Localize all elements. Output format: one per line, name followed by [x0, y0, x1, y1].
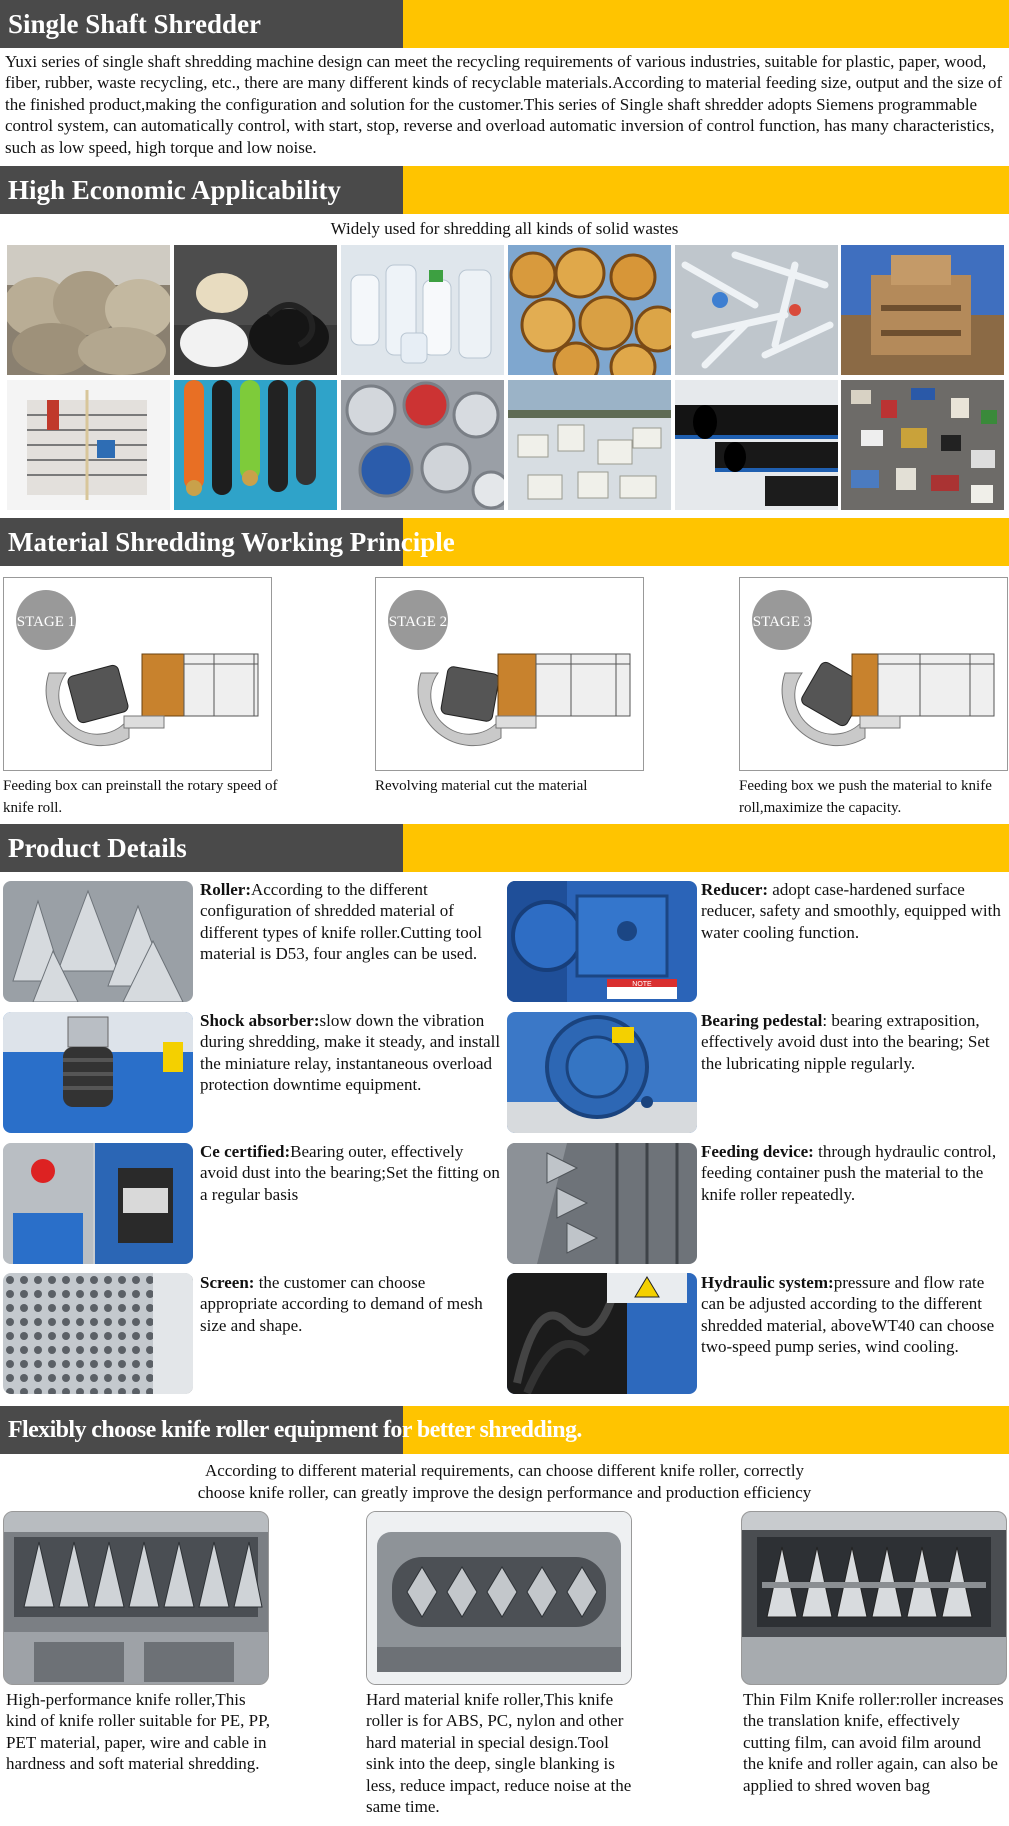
intro-paragraph: Yuxi series of single shaft shredding machine design can meet the recycling requirements of various industries, suitable for plastic, paper, wood, fiber, rubber, waste recycling, etc., there are many different kinds of recyclable materials.According to material feeding size, output and the size of the finished product,making the configuration and solution for the customer.This series of Single shaft shredder adopts Siemens programmable control system, can automatically control, with start, stop, reverse and overload automatic inversion of control function, has many characteristics, such as low speed, high torque and low noise.: [5, 52, 1003, 157]
detail-reducer: [701, 879, 1003, 943]
detail-roller: [200, 879, 510, 965]
photo-wood-logs: [508, 245, 671, 375]
section-title: Single Shaft Shredder: [8, 9, 262, 39]
note-label: NOTE: [632, 981, 652, 988]
stage-badge-label: STAGE 3: [752, 614, 812, 630]
detail-feeding-device: [701, 1141, 1003, 1205]
thin-film-roller-image: [741, 1511, 1007, 1685]
photo-plastic-scrap: [508, 380, 671, 510]
detail-bearing-pedestal: [701, 1010, 1003, 1074]
stage-3-diagram: [739, 577, 1008, 771]
detail-title: Bearing pedestal: [701, 1011, 823, 1030]
stage-1-diagram: [3, 577, 272, 771]
hydraulic-system-image: [507, 1273, 697, 1394]
detail-body: According to the different configuration of shredded material of different types of knife roller.Cutting tool material is D53, four angles can be used.: [200, 880, 483, 964]
knife-roller-intro-line-2: choose knife roller, can greatly improve the design performance and production efficiency: [197, 1483, 812, 1502]
section-banner-working-principle: [0, 518, 1009, 566]
applicability-caption: Widely used for shredding all kinds of solid wastes: [330, 219, 679, 238]
hard-material-roller-caption: Hard material knife roller,This knife roller is for ABS, PC, nylon and other hard material in special design.Tool sink into the deep, single blanking is less, reduce impact, reduce noise at the same time.: [366, 1690, 632, 1817]
photo-mixed-waste: [841, 380, 1004, 510]
section-title: Product Details: [8, 833, 187, 863]
detail-body: the customer can choose appropriate according to demand of mesh size and shape.: [200, 1273, 483, 1335]
detail-screen: [200, 1272, 500, 1336]
section-title: High Economic Applicability: [8, 175, 342, 205]
photo-fiber-bales: [7, 245, 170, 375]
section-title: Material Shredding Working Principle: [8, 527, 455, 557]
section-banner-knife-roller: [0, 1406, 1009, 1454]
detail-body: slow down the vibration during shredding, make it steady, and install the miniature relay, instantaneous overload protection downtime equipment.: [200, 1011, 501, 1095]
photo-plastic-bottles: [341, 245, 504, 375]
stage-2-caption: Revolving material cut the material: [375, 778, 588, 794]
detail-hydraulic-system: [701, 1272, 1003, 1358]
photo-medical-syringes: [675, 245, 838, 375]
thin-film-roller-caption: Thin Film Knife roller:roller increases the translation knife, effectively cutting film, can avoid film around the knife and roller again, can also be applied to shred woven bag: [743, 1690, 1004, 1795]
photo-newspaper-stack: [7, 380, 170, 510]
detail-title: Screen:: [200, 1273, 255, 1292]
feeding-device-image: [507, 1143, 697, 1264]
roller-image: [3, 881, 193, 1002]
photo-electric-cables: [174, 380, 337, 510]
high-performance-roller-image: [3, 1511, 269, 1685]
shock-absorber-image: [3, 1012, 193, 1133]
detail-title: Shock absorber:: [200, 1011, 320, 1030]
detail-body: : bearing extraposition, effectively avoid dust into the bearing; Set the lubricating nipple regularly.: [701, 1011, 990, 1073]
section-banner-high-economic-applicability: [0, 166, 1009, 214]
stage-1-caption: Feeding box can preinstall the rotary speed of knife roll.: [3, 778, 278, 816]
stage-2-diagram: [375, 577, 644, 771]
section-title: Flexibly choose knife roller equipment for better shredding.: [8, 1417, 582, 1443]
screen-image: [3, 1273, 193, 1394]
section-banner-single-shaft-shredder: [0, 0, 1009, 48]
detail-title: Ce certified:: [200, 1142, 291, 1161]
detail-title: Feeding device:: [701, 1142, 814, 1161]
detail-shock-absorber: [200, 1010, 505, 1096]
detail-title: Reducer:: [701, 880, 769, 899]
section-banner-product-details: [0, 824, 1009, 872]
stage-3-caption: Feeding box we push the material to knife roll,maximize the capacity.: [739, 778, 992, 816]
detail-body: through hydraulic control, feeding container push the material to the knife roller repeatedly.: [701, 1142, 997, 1204]
photo-cardboard-bales: [841, 245, 1004, 375]
detail-body: Bearing outer, effectively avoid dust into the bearing;Set the fitting on a regular basis: [200, 1142, 500, 1204]
detail-ce-certified: [200, 1141, 505, 1205]
photo-hdpe-pipes: [675, 380, 838, 510]
stage-badge-label: STAGE 1: [16, 614, 76, 630]
photo-aluminium-cans: [341, 380, 504, 510]
detail-title: Roller:: [200, 880, 251, 899]
knife-roller-intro-line-1: According to different material requirements, can choose different knife roller, correctly: [204, 1461, 805, 1480]
detail-title: Hydraulic system:: [701, 1273, 834, 1292]
hard-material-roller-image: [366, 1511, 632, 1685]
bearing-pedestal-image: [507, 1012, 697, 1133]
detail-body: adopt case-hardened surface reducer, safety and smoothly, equipped with water cooling function.: [701, 880, 1001, 942]
detail-body: pressure and flow rate can be adjusted according to the different shredded material, aboveWT40 can choose two-speed pump series, wind cooling.: [701, 1273, 995, 1357]
ce-certified-image: [3, 1143, 193, 1264]
photo-rope-and-fiber: [174, 245, 337, 375]
high-performance-roller-caption: High-performance knife roller,This kind of knife roller suitable for PE, PP, PET material, paper, wire and cable in hardness and soft material shredding.: [6, 1690, 270, 1774]
stage-badge-label: STAGE 2: [388, 614, 448, 630]
reducer-image: [507, 881, 697, 1002]
